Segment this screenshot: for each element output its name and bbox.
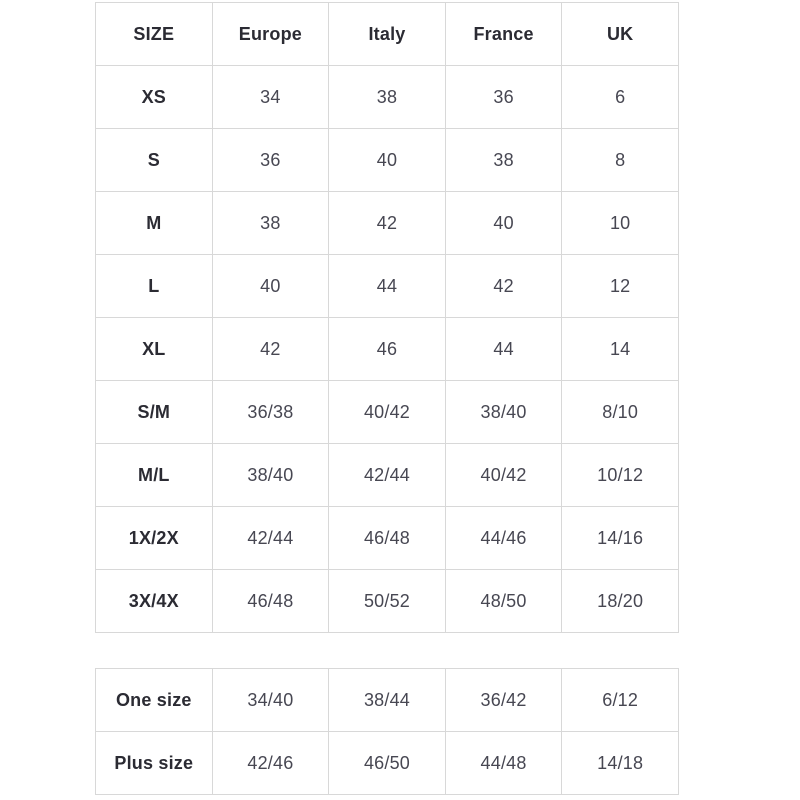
cell-italy: 46: [329, 318, 446, 381]
cell-europe: 34/40: [212, 669, 329, 732]
cell-europe: 38/40: [212, 444, 329, 507]
cell-uk: 14/16: [562, 507, 679, 570]
table-row: [96, 255, 679, 318]
special-size-table: [95, 668, 679, 795]
cell-italy: 44: [329, 255, 446, 318]
row-label: L: [96, 255, 213, 318]
cell-france: 48/50: [445, 570, 562, 633]
cell-italy: 38/44: [329, 669, 446, 732]
cell-uk: 10: [562, 192, 679, 255]
cell-italy: 46/48: [329, 507, 446, 570]
cell-uk: 14: [562, 318, 679, 381]
cell-uk: 12: [562, 255, 679, 318]
row-label: XL: [96, 318, 213, 381]
cell-uk: 6: [562, 66, 679, 129]
size-conversion-table: [95, 2, 679, 633]
cell-europe: 36/38: [212, 381, 329, 444]
tables-container: [95, 2, 679, 795]
cell-europe: 38: [212, 192, 329, 255]
cell-france: 38: [445, 129, 562, 192]
cell-italy: 46/50: [329, 732, 446, 795]
cell-europe: 40: [212, 255, 329, 318]
row-label: Plus size: [96, 732, 213, 795]
cell-uk: 14/18: [562, 732, 679, 795]
cell-france: 38/40: [445, 381, 562, 444]
cell-europe: 36: [212, 129, 329, 192]
cell-france: 44/46: [445, 507, 562, 570]
row-label: XS: [96, 66, 213, 129]
table-row: [96, 318, 679, 381]
row-label: S: [96, 129, 213, 192]
row-label: M: [96, 192, 213, 255]
cell-italy: 40: [329, 129, 446, 192]
cell-france: 44/48: [445, 732, 562, 795]
table-row: [96, 192, 679, 255]
cell-europe: 42/46: [212, 732, 329, 795]
header-italy: Italy: [329, 3, 446, 66]
cell-europe: 42: [212, 318, 329, 381]
table-row: [96, 507, 679, 570]
table-row: [96, 669, 679, 732]
cell-uk: 8/10: [562, 381, 679, 444]
table-row: [96, 570, 679, 633]
cell-france: 42: [445, 255, 562, 318]
cell-france: 40/42: [445, 444, 562, 507]
cell-uk: 10/12: [562, 444, 679, 507]
table-row: [96, 381, 679, 444]
cell-europe: 42/44: [212, 507, 329, 570]
row-label: One size: [96, 669, 213, 732]
cell-france: 40: [445, 192, 562, 255]
row-label: 3X/4X: [96, 570, 213, 633]
cell-italy: 50/52: [329, 570, 446, 633]
cell-france: 36/42: [445, 669, 562, 732]
cell-uk: 18/20: [562, 570, 679, 633]
cell-uk: 6/12: [562, 669, 679, 732]
table-row: [96, 129, 679, 192]
table-row: [96, 444, 679, 507]
row-label: M/L: [96, 444, 213, 507]
header-size: SIZE: [96, 3, 213, 66]
cell-italy: 40/42: [329, 381, 446, 444]
header-europe: Europe: [212, 3, 329, 66]
cell-france: 44: [445, 318, 562, 381]
cell-france: 36: [445, 66, 562, 129]
header-france: France: [445, 3, 562, 66]
cell-italy: 38: [329, 66, 446, 129]
row-label: 1X/2X: [96, 507, 213, 570]
cell-uk: 8: [562, 129, 679, 192]
row-label: S/M: [96, 381, 213, 444]
header-uk: UK: [562, 3, 679, 66]
header-row: [96, 3, 679, 66]
cell-italy: 42: [329, 192, 446, 255]
table-row: [96, 66, 679, 129]
cell-europe: 34: [212, 66, 329, 129]
cell-italy: 42/44: [329, 444, 446, 507]
cell-europe: 46/48: [212, 570, 329, 633]
table-row: [96, 732, 679, 795]
